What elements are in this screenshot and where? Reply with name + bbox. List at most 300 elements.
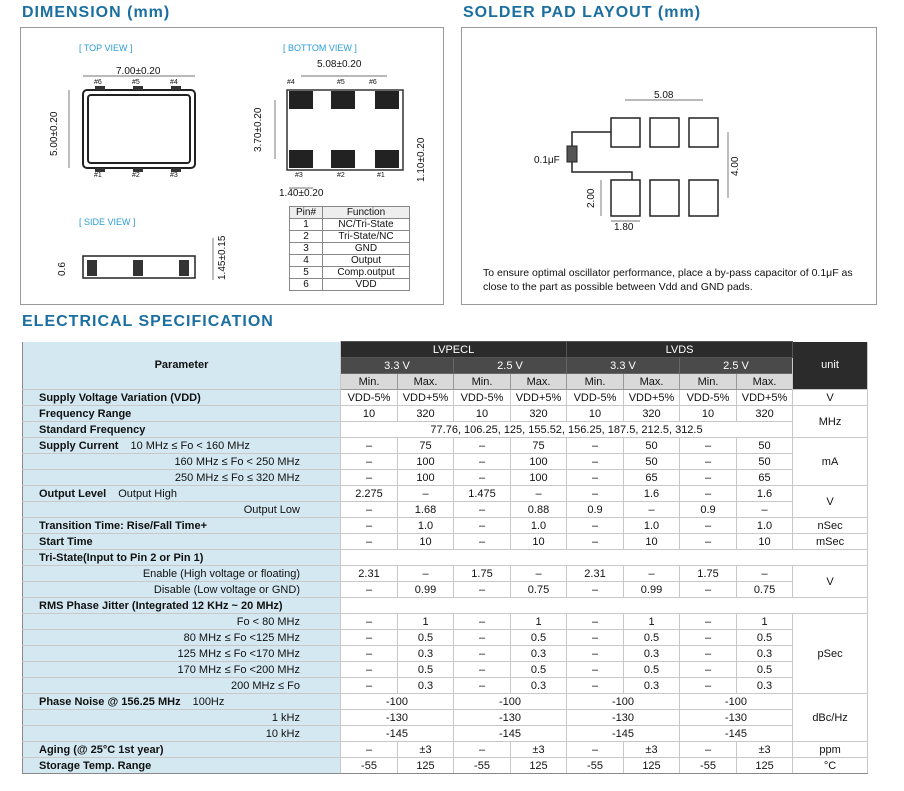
table-row <box>23 486 868 502</box>
unit-cell: V <box>793 566 868 598</box>
value-cell: – <box>567 470 624 486</box>
bottom-pin-2: #2 <box>337 172 345 179</box>
value-cell: 320 <box>398 406 454 422</box>
value-cell: 2.31 <box>341 566 398 582</box>
bottom-width-label: 5.08±0.20 <box>317 59 362 70</box>
value-cell: -130 <box>567 710 680 726</box>
vdd-trace <box>572 132 611 146</box>
table-row <box>23 550 868 566</box>
electrical-spec-body <box>23 390 868 774</box>
value-cell: 320 <box>737 406 793 422</box>
value-cell: -55 <box>567 758 624 774</box>
value-cell: 10 <box>454 406 511 422</box>
solder-note: To ensure optimal oscillator performance, place a by-pass capacitor of 0.1μF as close to the part as possible between Vdd and GND pads. <box>483 267 853 293</box>
value-cell: – <box>680 662 737 678</box>
value-cell: – <box>680 534 737 550</box>
value-cell: 0.5 <box>737 662 793 678</box>
solder-drawing <box>462 28 876 304</box>
bottom-pin-1: #1 <box>377 172 385 179</box>
top-view-label: [ TOP VIEW ] <box>79 43 133 53</box>
value-cell: 0.99 <box>624 582 680 598</box>
value-cell: 0.9 <box>567 502 624 518</box>
value-cell: -130 <box>680 710 793 726</box>
solder-pad-h-label: 2.00 <box>586 188 597 208</box>
value-cell: – <box>341 438 398 454</box>
value-cell: – <box>454 630 511 646</box>
value-cell: -55 <box>454 758 511 774</box>
bottom-pad-2 <box>331 150 355 168</box>
top-pin-2: #2 <box>132 172 140 179</box>
parameter-name: Start Time <box>39 535 93 548</box>
table-row <box>23 646 868 662</box>
value-cell: 0.9 <box>680 502 737 518</box>
value-cell: 1 <box>624 614 680 630</box>
voltage-header: 3.3 V <box>341 358 454 374</box>
value-cell: – <box>454 438 511 454</box>
value-cell: – <box>567 534 624 550</box>
value-cell: – <box>398 486 454 502</box>
value-cell: – <box>680 630 737 646</box>
parameter-cell <box>23 438 341 454</box>
lvpecl-header: LVPECL <box>341 342 567 358</box>
unit-cell: V <box>793 486 868 518</box>
parameter-cell <box>23 518 341 534</box>
value-cell: – <box>624 502 680 518</box>
parameter-cell <box>23 598 341 614</box>
value-cell: – <box>567 678 624 694</box>
parameter-condition: 10 MHz ≤ Fo < 160 MHz <box>130 439 250 452</box>
solder-pad-5 <box>650 118 679 147</box>
unit-header: unit <box>793 342 868 390</box>
top-pin-3: #3 <box>170 172 178 179</box>
value-cell: – <box>341 534 398 550</box>
value-cell: 77.76, 106.25, 125, 155.52, 156.25, 187.5, 212.5, 312.5 <box>341 422 793 438</box>
unit-cell: mA <box>793 438 868 486</box>
pin-function: NC/Tri-State <box>323 219 410 231</box>
value-cell: – <box>567 454 624 470</box>
value-cell: 10 <box>511 534 567 550</box>
value-cell: 0.75 <box>737 582 793 598</box>
parameter-cell <box>23 630 341 646</box>
bottom-view-label: [ BOTTOM VIEW ] <box>283 43 357 53</box>
value-cell: – <box>454 534 511 550</box>
value-cell: – <box>511 566 567 582</box>
parameter-name: Output Level <box>39 487 107 500</box>
value-cell: 0.5 <box>624 630 680 646</box>
parameter-cell <box>23 662 341 678</box>
unit-cell: dBc/Hz <box>793 694 868 742</box>
value-cell: 1.6 <box>624 486 680 502</box>
table-row <box>23 662 868 678</box>
value-cell: 0.88 <box>511 502 567 518</box>
parameter-condition: 10 kHz <box>265 727 300 740</box>
table-row <box>23 694 868 710</box>
value-cell: – <box>341 678 398 694</box>
pin-function: Output <box>323 255 410 267</box>
solder-panel <box>461 27 877 305</box>
value-cell: – <box>680 646 737 662</box>
value-cell: 75 <box>511 438 567 454</box>
value-cell: 75 <box>398 438 454 454</box>
value-cell: – <box>680 470 737 486</box>
side-lead-3 <box>179 260 189 276</box>
value-cell: 10 <box>737 534 793 550</box>
value-cell: VDD-5% <box>454 390 511 406</box>
parameter-cell <box>23 742 341 758</box>
value-cell: – <box>680 486 737 502</box>
table-row <box>23 534 868 550</box>
table-row <box>290 255 410 267</box>
parameter-cell <box>23 694 341 710</box>
value-cell: -145 <box>567 726 680 742</box>
value-cell: – <box>680 438 737 454</box>
pin-function-table <box>289 206 410 291</box>
table-row <box>290 243 410 255</box>
value-cell: 1.475 <box>454 486 511 502</box>
value-cell: – <box>680 518 737 534</box>
value-cell: 1.75 <box>454 566 511 582</box>
parameter-condition: Output Low <box>243 503 300 516</box>
parameter-cell <box>23 406 341 422</box>
parameter-name: Transition Time: Rise/Fall Time+ <box>39 519 208 532</box>
solder-pad-4 <box>611 118 640 147</box>
value-cell: 1.68 <box>398 502 454 518</box>
solder-height-label: 4.00 <box>730 156 741 176</box>
value-cell: 1.0 <box>737 518 793 534</box>
solder-pad-1 <box>689 180 718 216</box>
value-cell: – <box>680 614 737 630</box>
value-cell: 1.0 <box>398 518 454 534</box>
value-cell: – <box>454 646 511 662</box>
top-width-label: 7.00±0.20 <box>116 66 161 77</box>
unit-cell: °C <box>793 758 868 774</box>
top-pin-1: #1 <box>94 172 102 179</box>
value-cell: 0.3 <box>737 646 793 662</box>
value-cell: – <box>567 486 624 502</box>
parameter-cell <box>23 470 341 486</box>
table-row <box>23 758 868 774</box>
value-cell: 0.99 <box>398 582 454 598</box>
table-row <box>23 726 868 742</box>
bottom-pin-3: #3 <box>295 172 303 179</box>
value-cell: 10 <box>398 534 454 550</box>
pin-number: 4 <box>290 255 323 267</box>
parameter-cell <box>23 422 341 438</box>
table-row <box>23 518 868 534</box>
value-cell: 50 <box>737 438 793 454</box>
lvds-header: LVDS <box>567 342 793 358</box>
value-cell: – <box>680 678 737 694</box>
parameter-condition: 100Hz <box>192 695 225 708</box>
top-pad-5 <box>133 86 143 90</box>
parameter-name: Aging (@ 25°C 1st year) <box>39 743 164 756</box>
value-cell: – <box>567 614 624 630</box>
value-cell: 1 <box>398 614 454 630</box>
value-cell: – <box>454 502 511 518</box>
value-cell: -100 <box>341 694 454 710</box>
bottom-pad-3 <box>289 150 313 168</box>
bottom-height-label: 3.70±0.20 <box>253 107 264 152</box>
parameter-cell <box>23 646 341 662</box>
max-header: Max. <box>737 374 793 390</box>
bottom-pad-1 <box>375 150 399 168</box>
value-cell: VDD+5% <box>737 390 793 406</box>
value-cell: 0.5 <box>398 662 454 678</box>
pin-function: Comp.output <box>323 267 410 279</box>
parameter-cell <box>23 582 341 598</box>
value-cell: – <box>341 454 398 470</box>
unit-cell: pSec <box>793 614 868 694</box>
parameter-condition: Disable (Low voltage or GND) <box>153 583 300 596</box>
parameter-cell <box>23 758 341 774</box>
value-cell: – <box>341 582 398 598</box>
value-cell: 65 <box>624 470 680 486</box>
value-cell: 2.275 <box>341 486 398 502</box>
bottom-pin-5: #5 <box>337 79 345 86</box>
value-cell: ±3 <box>398 742 454 758</box>
value-cell: -55 <box>680 758 737 774</box>
table-row <box>23 406 868 422</box>
bottom-pad-4 <box>289 91 313 109</box>
value-cell: 125 <box>511 758 567 774</box>
value-cell: -100 <box>567 694 680 710</box>
solder-pad-2 <box>650 180 679 216</box>
bottom-pad-5 <box>331 91 355 109</box>
value-cell: – <box>567 630 624 646</box>
value-cell: VDD-5% <box>567 390 624 406</box>
value-cell: 100 <box>511 470 567 486</box>
value-cell: 10 <box>567 406 624 422</box>
top-pad-6 <box>95 86 105 90</box>
value-cell: – <box>398 566 454 582</box>
value-cell: ±3 <box>624 742 680 758</box>
parameter-name: Storage Temp. Range <box>39 759 152 772</box>
value-cell: VDD-5% <box>341 390 398 406</box>
table-row <box>23 422 868 438</box>
min-header: Min. <box>341 374 398 390</box>
table-row <box>290 231 410 243</box>
value-cell: 0.3 <box>398 678 454 694</box>
value-cell: 0.5 <box>737 630 793 646</box>
table-row <box>23 598 868 614</box>
value-cell: 1 <box>737 614 793 630</box>
unit-cell: V <box>793 390 868 406</box>
value-cell: 10 <box>341 406 398 422</box>
value-cell: 100 <box>398 454 454 470</box>
max-header: Max. <box>511 374 567 390</box>
group-header-row <box>23 342 868 358</box>
bottom-pad-height-label: 1.10±0.20 <box>416 137 427 182</box>
value-cell: 0.3 <box>624 646 680 662</box>
value-cell: VDD+5% <box>398 390 454 406</box>
value-cell: -145 <box>454 726 567 742</box>
table-row <box>23 502 868 518</box>
value-cell: – <box>454 614 511 630</box>
table-row <box>23 678 868 694</box>
value-cell: – <box>341 518 398 534</box>
electrical-heading: ELECTRICAL SPECIFICATION <box>22 313 274 330</box>
bottom-pin-4: #4 <box>287 79 295 86</box>
parameter-condition: 170 MHz ≤ Fo <200 MHz <box>177 663 300 676</box>
top-pad-4 <box>171 86 181 90</box>
table-row <box>23 630 868 646</box>
value-cell: 2.31 <box>567 566 624 582</box>
unit-cell: mSec <box>793 534 868 550</box>
table-row <box>23 470 868 486</box>
parameter-name: Standard Frequency <box>39 423 146 436</box>
gnd-trace <box>572 162 632 180</box>
side-view-label: [ SIDE VIEW ] <box>79 217 136 227</box>
value-cell: 125 <box>737 758 793 774</box>
value-cell: – <box>454 678 511 694</box>
capacitor-label: 0.1μF <box>534 155 560 166</box>
empty-cell <box>341 598 868 614</box>
value-cell: – <box>454 742 511 758</box>
parameter-cell <box>23 502 341 518</box>
parameter-condition: 200 MHz ≤ Fo <box>230 679 300 692</box>
parameter-cell <box>23 710 341 726</box>
parameter-condition: Output High <box>118 487 177 500</box>
min-header: Min. <box>567 374 624 390</box>
parameter-cell <box>23 534 341 550</box>
table-row <box>23 710 868 726</box>
function-header: Function <box>323 207 410 219</box>
value-cell: ±3 <box>737 742 793 758</box>
value-cell: 100 <box>511 454 567 470</box>
parameter-condition: 125 MHz ≤ Fo <170 MHz <box>177 647 300 660</box>
value-cell: 50 <box>624 438 680 454</box>
parameter-name: Phase Noise @ 156.25 MHz <box>39 695 181 708</box>
pin-function: GND <box>323 243 410 255</box>
parameter-condition: 250 MHz ≤ Fo ≤ 320 MHz <box>174 471 300 484</box>
table-row <box>290 279 410 291</box>
value-cell: – <box>567 438 624 454</box>
value-cell: – <box>567 518 624 534</box>
parameter-condition: 1 kHz <box>271 711 300 724</box>
value-cell: 0.75 <box>511 582 567 598</box>
value-cell: 0.3 <box>511 646 567 662</box>
solder-heading: SOLDER PAD LAYOUT (mm) <box>463 4 702 21</box>
value-cell: 100 <box>398 470 454 486</box>
top-pin-5: #5 <box>132 79 140 86</box>
parameter-condition: Enable (High voltage or floating) <box>142 567 300 580</box>
parameter-name: Tri-State(Input to Pin 2 or Pin 1) <box>39 551 204 564</box>
side-height-label: 1.45±0.15 <box>217 235 228 280</box>
value-cell: – <box>341 742 398 758</box>
value-cell: – <box>680 454 737 470</box>
value-cell: 0.3 <box>624 678 680 694</box>
value-cell: 1 <box>511 614 567 630</box>
unit-cell: ppm <box>793 742 868 758</box>
value-cell: 0.5 <box>511 630 567 646</box>
value-cell: – <box>737 566 793 582</box>
value-cell: VDD+5% <box>624 390 680 406</box>
unit-cell: MHz <box>793 406 868 438</box>
solder-width-label: 5.08 <box>654 90 674 101</box>
parameter-condition: Fo < 80 MHz <box>236 615 300 628</box>
pin-number: 1 <box>290 219 323 231</box>
table-row <box>23 454 868 470</box>
table-row <box>23 566 868 582</box>
side-lead-2 <box>133 260 143 276</box>
unit-cell: nSec <box>793 518 868 534</box>
top-view-package <box>83 90 195 168</box>
parameter-cell <box>23 678 341 694</box>
electrical-spec-table <box>22 341 868 774</box>
value-cell: 0.5 <box>398 630 454 646</box>
table-row <box>290 219 410 231</box>
value-cell: 1.6 <box>737 486 793 502</box>
value-cell: – <box>341 630 398 646</box>
value-cell: – <box>511 486 567 502</box>
pin-number: 2 <box>290 231 323 243</box>
value-cell: – <box>454 582 511 598</box>
side-lead-label: 0.6 <box>57 262 68 276</box>
value-cell: 10 <box>624 534 680 550</box>
parameter-cell <box>23 550 341 566</box>
value-cell: – <box>624 566 680 582</box>
parameter-cell <box>23 454 341 470</box>
value-cell: 320 <box>624 406 680 422</box>
parameter-name: Supply Voltage Variation (VDD) <box>39 391 201 404</box>
voltage-header: 2.5 V <box>454 358 567 374</box>
parameter-cell <box>23 614 341 630</box>
table-row <box>23 614 868 630</box>
value-cell: – <box>567 662 624 678</box>
table-row <box>23 390 868 406</box>
value-cell: 1.0 <box>511 518 567 534</box>
pin-function: Tri-State/NC <box>323 231 410 243</box>
value-cell: 0.5 <box>624 662 680 678</box>
max-header: Max. <box>398 374 454 390</box>
voltage-header: 3.3 V <box>567 358 680 374</box>
value-cell: -100 <box>454 694 567 710</box>
value-cell: 65 <box>737 470 793 486</box>
value-cell: 125 <box>624 758 680 774</box>
value-cell: 1.75 <box>680 566 737 582</box>
value-cell: – <box>341 502 398 518</box>
max-header: Max. <box>624 374 680 390</box>
value-cell: 50 <box>737 454 793 470</box>
parameter-condition: 80 MHz ≤ Fo <125 MHz <box>183 631 300 644</box>
dimension-heading: DIMENSION (mm) <box>22 4 171 21</box>
value-cell: – <box>567 582 624 598</box>
bottom-pad-6 <box>375 91 399 109</box>
parameter-cell <box>23 726 341 742</box>
value-cell: VDD+5% <box>511 390 567 406</box>
value-cell: – <box>567 646 624 662</box>
value-cell: -130 <box>341 710 454 726</box>
solder-pad-6 <box>689 118 718 147</box>
value-cell: 125 <box>398 758 454 774</box>
bypass-capacitor <box>567 146 577 162</box>
value-cell: – <box>341 662 398 678</box>
value-cell: – <box>454 662 511 678</box>
parameter-condition: 160 MHz ≤ Fo < 250 MHz <box>174 455 300 468</box>
top-pin-6: #6 <box>94 79 102 86</box>
min-header: Min. <box>680 374 737 390</box>
value-cell: 10 <box>680 406 737 422</box>
table-row <box>23 742 868 758</box>
value-cell: – <box>454 518 511 534</box>
value-cell: -145 <box>680 726 793 742</box>
voltage-header: 2.5 V <box>680 358 793 374</box>
value-cell: – <box>454 470 511 486</box>
empty-cell <box>341 550 868 566</box>
parameter-name: Frequency Range <box>39 407 132 420</box>
value-cell: – <box>680 742 737 758</box>
pin-number: 5 <box>290 267 323 279</box>
